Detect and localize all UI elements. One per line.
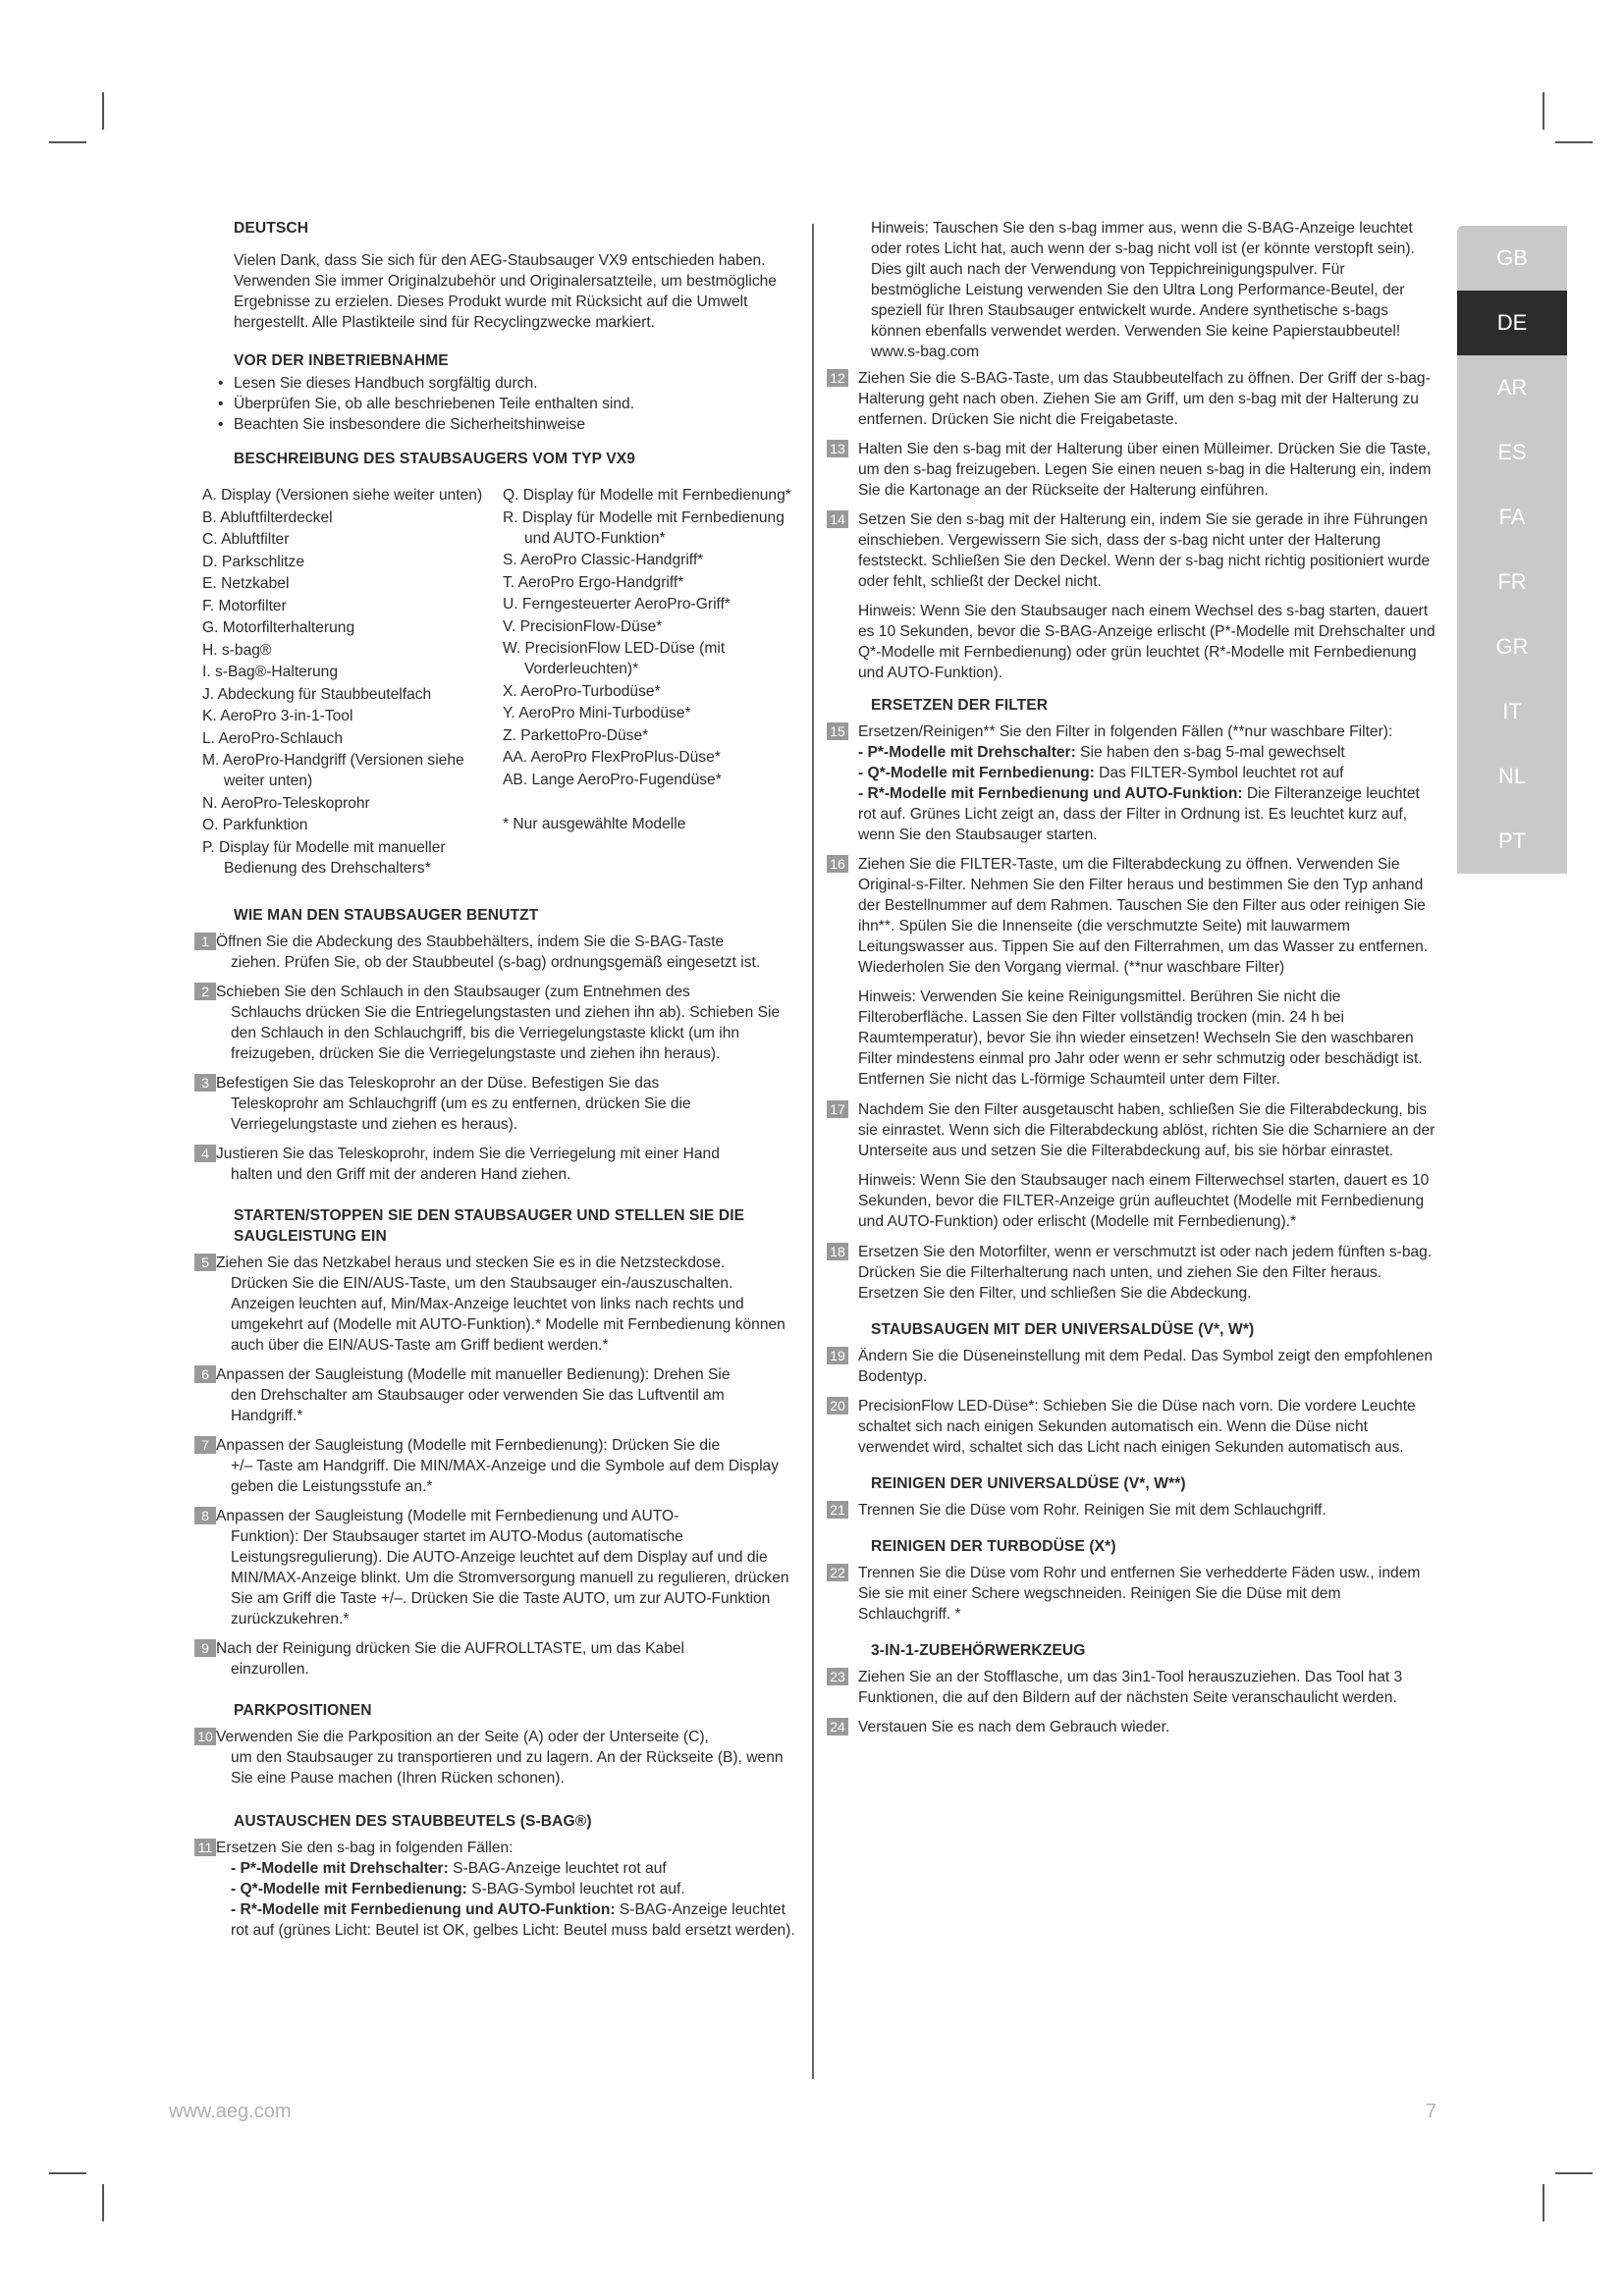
step-24 [827,1717,1435,1737]
step-2 [202,982,797,1064]
right-sections [827,1319,1435,1737]
part-item: W. PrecisionFlow LED-Düse (mit Vorderleuchten)* [503,640,726,677]
step-text: Trennen Sie die Düse vom Rohr. Reinigen Sie mit dem Schlauchgriff. [858,1502,1326,1519]
step-body [216,932,797,973]
page-number: 7 [1426,2101,1437,2122]
crop-mark [1543,92,1544,130]
step-14 [827,509,1435,592]
sbag-note: Hinweis: Tauschen Sie den s-bag immer aus, wenn die S-BAG-Anzeige leuchtet oder rotes Licht hat, auch wenn der s-bag nicht voll ist (er könnte verstopft sein). Dies gilt auch nach der Verwendung von Teppichreinigungspulver. Für bestmögliche Leistung verwenden Sie den Ultra Long Performance-Beutel, der speziell für Ihren Staubsauger entwickelt wurde. Andere synthetische s-bags können ebenfalls verwendet werden. Verwenden Sie keine Papierstaubbeutel! www.s-bag.com [871,220,1415,360]
step-text: Ersetzen/Reinigen** Sie den Filter in folgenden Fällen (**nur waschbare Filter): [858,723,1393,740]
part-item: C. Abluftfilter [202,531,290,548]
step-body [216,1364,797,1426]
part-item: S. AeroPro Classic-Handgriff* [503,552,704,568]
filter-heading: ERSETZEN DER FILTER [871,697,1049,714]
step-22 [827,1563,1435,1625]
sbag-steps [827,368,1435,592]
part-item: H. s-bag® [202,641,272,659]
before-use-list [216,373,797,435]
step-text: Verwenden Sie die Parkposition an der Seite (A) oder der Unterseite (C), [216,1729,709,1745]
section-heading: WIE MAN DEN STAUBSAUGER BENUTZT [234,907,539,924]
tab-fa[interactable]: FA [1457,485,1567,550]
step-number: 8 [194,1507,216,1524]
step-body [216,1073,797,1135]
part-item: M. AeroPro-Handgriff (Versionen siehe weiter unten) [202,752,464,789]
step-number: 11 [194,1839,216,1856]
step-16 [827,854,1435,978]
step-text: um den Staubsauger zu transportieren und zu lagern. An der Rückseite (B), wenn Sie eine Pause machen (Ihren Rücken schonen). [231,1749,784,1787]
tab-de[interactable]: DE [1457,291,1567,355]
section-heading: REINIGEN DER UNIVERSALDÜSE (V*, W**) [871,1475,1186,1492]
tab-gb[interactable]: GB [1457,226,1567,291]
part-item: E. Netzkabel [202,575,290,592]
crop-mark [1555,141,1593,143]
tab-it[interactable]: IT [1457,679,1567,744]
step-3 [202,1073,797,1135]
crop-mark [102,92,104,130]
step-number: 3 [194,1074,216,1092]
step-text: Funktion): Der Staubsauger startet im AUTO-Modus (automatische Leistungsregulierung). Die AUTO-Anzeige leuchtet auf dem Display auf und die MIN/MAX-Anzeige blinkt. Um die Stromversorgung manuell zu regulieren, drücken Sie am Griff die Taste +/–. Drücken Sie die Taste AUTO, um zur AUTO-Funktion zurückzukehren.* [231,1528,789,1628]
step-text: Öffnen Sie die Abdeckung des Staubbehälters, indem Sie die S-BAG-Taste [216,934,725,950]
part-item: T. AeroPro Ergo-Handgriff* [503,573,684,591]
step-5 [202,1253,797,1356]
tab-fr[interactable]: FR [1457,550,1567,614]
model-text: S-BAG-Anzeige leuchtet rot auf (grünes Licht: Beutel ist OK, gelbes Licht: Beutel muss bald ersetzt werden). [231,1901,795,1939]
section-heading: STARTEN/STOPPEN SIE DEN STAUBSAUGER UND STELLEN SIE DIE SAUGLEISTUNG EIN [234,1207,745,1245]
step-number: 21 [827,1501,848,1519]
step-1 [202,932,797,973]
bullet-item: • Lesen Sie dieses Handbuch sorgfältig durch. [216,373,797,394]
step-number: 10 [194,1728,216,1745]
note-16: Hinweis: Verwenden Sie keine Reinigungsmittel. Berühren Sie nicht die Filteroberfläche. Lassen Sie den Filter vollständig trocken (min. 24 h bei Raumtemperatur), bevor Sie ihn wieder einsetzen! Wechseln Sie den waschbaren Filter mindestens einmal pro Jahr oder wenn er sehr schmutzig oder beschädigt ist. Entfernen Sie nicht das L-förmige Schaumteil unter dem Filter. [858,988,1423,1088]
step-number: 17 [827,1100,848,1118]
part-item: U. Ferngesteuerter AeroPro-Griff* [503,596,731,613]
step-text: Drücken Sie die EIN/AUS-Taste, um den Staubsauger ein-/auszuschalten. Anzeigen leuchten auf, Min/Max-Anzeige leuchtet von links nach rechts und umgekehrt auf (Modelle mit AUTO-Funktion).* Modelle mit Fernbedienung können auch über die EIN/AUS-Taste am Griff bedient werden.* [231,1275,785,1354]
part-item: X. AeroPro-Turbodüse* [503,682,661,700]
tab-es[interactable]: ES [1457,420,1567,485]
footer-url[interactable]: www.aeg.com [169,2101,292,2122]
crop-mark [1555,2172,1593,2174]
model-text: S-BAG-Symbol leuchtet rot auf. [466,1881,685,1897]
step-13 [827,439,1435,501]
step-19 [827,1346,1435,1387]
part-item: O. Parkfunktion [202,817,308,833]
step-body [216,1144,797,1185]
step-number: 13 [827,440,848,457]
section-heading: PARKPOSITIONEN [234,1702,372,1719]
step-text: +/– Taste am Handgriff. Die MIN/MAX-Anzeige und die Symbole auf dem Display geben die Leistungsstufe an.* [231,1458,780,1495]
step-15 [827,721,1435,845]
step-18 [827,1242,1435,1304]
model-label: - P*-Modelle mit Drehschalter: [231,1860,449,1877]
step-6 [202,1364,797,1426]
step-text: Nachdem Sie den Filter ausgetauscht haben, schließen Sie die Filterabdeckung, bis sie einrastet. Wenn sich die Filterabdeckung ablöst, richten Sie die Scharniere an der Unterseite aus und setzen Sie die Filterabdeckung auf, bis sie hörbar einrastet. [858,1101,1435,1159]
step-11 [197,1838,797,1941]
model-text: Sie haben den s-bag 5-mal gewechselt [1075,744,1345,761]
step-text: Schlauchs drücken Sie die Entriegelungstasten und ziehen ihn ab). Schieben Sie den Schlauch in den Schlauchgriff, bis die Verriegelungstaste klickt (um ihn freizugeben, drücken Sie die Verriegelungstaste und ziehen ihn heraus). [231,1004,781,1062]
step-number: 15 [827,722,848,740]
step-number: 9 [194,1639,216,1657]
step-number: 14 [827,510,848,528]
step-body [216,1727,797,1789]
part-item: R. Display für Modelle mit Fernbedienung und AUTO-Funktion* [503,508,785,547]
part-item: A. Display (Versionen siehe weiter unten) [202,487,483,504]
tab-ar[interactable]: AR [1457,355,1567,420]
part-item: K. AeroPro 3-in-1-Tool [202,708,353,724]
step-text: Ersetzen Sie den Motorfilter, wenn er verschmutzt ist oder nach jedem fünften s-bag. Drücken Sie die Filterhalterung nach unten, und ziehen Sie den Filter heraus. Ersetzen Sie den Filter, und schließen Sie die Abdeckung. [858,1244,1433,1302]
right-column [827,218,1435,1746]
left-column [197,218,797,1949]
bullet-item: • Beachten Sie insbesondere die Sicherheitshinweise [216,414,797,435]
language-tabs [1457,226,1567,874]
step-10 [197,1727,797,1789]
section-heading: 3-IN-1-ZUBEHÖRWERKZEUG [871,1642,1086,1659]
step-number: 23 [827,1668,848,1685]
step-body [216,1253,797,1356]
part-item: AB. Lange AeroPro-Fugendüse* [503,771,722,788]
step-body [216,982,797,1064]
section-heading: REINIGEN DER TURBODÜSE (X*) [871,1538,1116,1555]
step-text: Befestigen Sie das Teleskoprohr an der Düse. Befestigen Sie das [216,1075,660,1092]
step-text: Verstauen Sie es nach dem Gebrauch wieder. [858,1719,1170,1735]
step-number: 18 [827,1243,848,1260]
step-number: 12 [827,369,848,387]
step-21 [827,1500,1435,1521]
crop-mark [49,141,86,143]
tab-pt[interactable]: PT [1457,809,1567,874]
note-17: Hinweis: Wenn Sie den Staubsauger nach einem Filterwechsel starten, dauert es 10 Sekunden, bevor die FILTER-Anzeige grün aufleuchtet (Modelle mit Fernbedienung und AUTO-Funktion) oder erlischt (Modelle mit Fernbedienung).* [858,1172,1430,1230]
step-7 [202,1435,797,1497]
step-number: 20 [827,1397,848,1415]
step-text: Anpassen der Saugleistung (Modelle mit manueller Bedienung): Drehen Sie [216,1366,731,1383]
tab-gr[interactable]: GR [1457,614,1567,679]
parts-list-left [202,485,497,880]
step-text: ziehen. Prüfen Sie, ob der Staubbeutel (s-bag) ordnungsgemäß eingesetzt ist. [231,954,761,971]
left-sections [197,905,797,1807]
step-number: 4 [194,1145,216,1162]
step-9 [202,1638,797,1680]
part-item: D. Parkschlitze [202,553,304,570]
step-text: Ziehen Sie die S-BAG-Taste, um das Staubbeutelfach zu öffnen. Der Griff der s-bag-Halterung geht nach oben. Ziehen Sie am Griff, um den s-bag mit der Halterung zu entfernen. Drücken Sie nicht die Freigabetaste. [858,370,1431,428]
model-label: - Q*-Modelle mit Fernbedienung: [858,765,1095,781]
part-item: L. AeroPro-Schlauch [202,729,344,747]
tab-nl[interactable]: NL [1457,744,1567,809]
part-item: * Nur ausgewählte Modelle [503,815,686,832]
step-text: einzurollen. [231,1661,309,1678]
step-text: halten und den Griff mit der anderen Hand ziehen. [231,1166,571,1183]
step-23 [827,1667,1435,1708]
step-text: Nach der Reinigung drücken Sie die AUFROLLTASTE, um das Kabel [216,1640,685,1657]
column-divider [812,224,814,2079]
step-20 [827,1396,1435,1458]
part-item: V. PrecisionFlow-Düse* [503,617,663,635]
model-text: Die Filteranzeige leuchtet rot auf. Grünes Licht zeigt an, dass der Filter in Ordnung ist. Es leuchtet kurz auf, wenn Sie den Staubsauger starten. [858,785,1420,843]
step-number: 5 [194,1254,216,1271]
part-item: J. Abdeckung für Staubbeutelfach [202,685,432,703]
bullet-item: • Überprüfen Sie, ob alle beschriebenen Teile enthalten sind. [216,394,797,414]
language-heading: DEUTSCH [234,220,309,237]
model-label: - Q*-Modelle mit Fernbedienung: [231,1881,467,1897]
note-14: Hinweis: Wenn Sie den Staubsauger nach einem Wechsel des s-bag starten, dauert es 10 Sekunden, bevor die S-BAG-Anzeige erlischt (P*-Modelle mit Drehschalter und Q*-Modelle mit Fernbedienung) oder grün leuchtet (R*-Modelle mit Fernbedienung und AUTO-Funktion). [858,603,1435,681]
crop-mark [1543,2184,1544,2221]
step-body [216,1435,797,1497]
parts-list [202,485,797,880]
model-label: - P*-Modelle mit Drehschalter: [858,744,1076,761]
part-item: P. Display für Modelle mit manueller Bedienung des Drehschalters* [202,838,446,877]
step-text: PrecisionFlow LED-Düse*: Schieben Sie die Düse nach vorn. Die vordere Leuchte schaltet sich nach einigen Sekunden automatisch ein. Wenn die Düse nicht verwendet wird, schaltet sich das Licht nach einigen Sekunden automatisch aus. [858,1398,1416,1456]
step-body [216,1506,797,1629]
intro-paragraph: Vielen Dank, dass Sie sich für den AEG-Staubsauger VX9 entschieden haben. Verwenden Sie immer Originalzubehör und Originalersatzteile, um bestmögliche Ergebnisse zu erzielen. Dieses Produkt wurde mit Rücksicht auf die Umwelt hergestellt. Alle Plastikteile sind für Recyclingzwecke markiert. [234,252,777,331]
step-text: Ziehen Sie das Netzkabel heraus und stecken Sie es in die Netzsteckdose. [216,1255,726,1271]
step-text: Trennen Sie die Düse vom Rohr und entfernen Sie verhedderte Fäden usw., indem Sie sie mit einer Schere wegschneiden. Reinigen Sie die Düse mit dem Schlauchgriff. * [858,1565,1421,1623]
step-4 [202,1144,797,1185]
step-text: Ziehen Sie die FILTER-Taste, um die Filterabdeckung zu öffnen. Verwenden Sie Original-s-Filter. Nehmen Sie den Filter heraus und bestimmen Sie den Typ anhand der Bestellnummer auf dem Rahmen. Tauschen Sie den Filter aus oder reinigen Sie ihn**. Spülen Sie die Innenseite (die verschmutzte Seite) mit lauwarmem Leitungswasser aus. Tippen Sie auf den Filterrahmen, um das Wasser zu entfernen. Wiederholen Sie den Vorgang viermal. (**nur waschbare Filter) [858,856,1429,976]
crop-mark [102,2184,104,2221]
part-item: Y. AeroPro Mini-Turbodüse* [503,705,691,721]
before-use-heading: VOR DER INBETRIEBNAHME [234,352,449,369]
description-heading: BESCHREIBUNG DES STAUBSAUGERS VOM TYP VX9 [234,451,636,467]
model-text: Das FILTER-Symbol leuchtet rot auf [1094,765,1344,781]
step-text: Setzen Sie den s-bag mit der Halterung ein, indem Sie sie gerade in ihre Führungen einschieben. Vergewissern Sie sich, dass der s-bag nicht unter der Halterung feststeckt. Schließen Sie den Deckel. Wenn der s-bag nicht richtig positioniert wurde oder fehlt, schließt der Deckel nicht. [858,511,1431,590]
step-text: Ersetzen Sie den s-bag in folgenden Fällen: [216,1840,514,1856]
step-text: Anpassen der Saugleistung (Modelle mit Fernbedienung und AUTO- [216,1508,679,1524]
step-text: Ziehen Sie an der Stofflasche, um das 3in1-Tool herauszuziehen. Das Tool hat 3 Funktionen, die auf den Bildern auf der nächsten Seite veranschaulicht werden. [858,1669,1403,1706]
step-number: 1 [194,933,216,950]
step-number: 19 [827,1347,848,1364]
part-item: G. Motorfilterhalterung [202,619,355,636]
part-item: I. s-Bag®-Halterung [202,664,339,680]
step-text: Halten Sie den s-bag mit der Halterung über einen Mülleimer. Drücken Sie die Taste, um den s-bag freizugeben. Legen Sie einen neuen s-bag in die Halterung ein, indem Sie die Kartonage an der Rückseite der Halterung einführen. [858,441,1432,499]
step-text: Anpassen der Saugleistung (Modelle mit Fernbedienung): Drücken Sie die [216,1437,721,1454]
part-item: Q. Display für Modelle mit Fernbedienung* [503,487,791,504]
step-body [216,1638,797,1680]
part-item: Z. ParkettoPro-Düse* [503,726,649,744]
model-label: - R*-Modelle mit Fernbedienung und AUTO-Funktion: [231,1901,616,1918]
part-item: N. AeroPro-Teleskoprohr [202,794,370,812]
step-17 [827,1099,1435,1161]
part-item: B. Abluftfilterdeckel [202,508,333,526]
step-text: Schieben Sie den Schlauch in den Staubsauger (zum Entnehmen des [216,984,690,1000]
step-number: 6 [194,1365,216,1383]
step-number: 16 [827,855,848,873]
part-item: AA. AeroPro FlexProPlus-Düse* [503,749,721,766]
step-text: Ändern Sie die Düseneinstellung mit dem Pedal. Das Symbol zeigt den empfohlenen Bodentyp. [858,1348,1434,1385]
part-item: F. Motorfilter [202,597,287,614]
sbag-heading: AUSTAUSCHEN DES STAUBBEUTELS (S-BAG®) [234,1813,592,1830]
step-number: 7 [194,1436,216,1454]
section-heading: STAUBSAUGEN MIT DER UNIVERSALDÜSE (V*, W*) [871,1321,1255,1338]
model-text: S-BAG-Anzeige leuchtet rot auf [448,1860,667,1877]
crop-mark [49,2172,86,2174]
step-text: Justieren Sie das Teleskoprohr, indem Sie die Verriegelung mit einer Hand [216,1146,720,1162]
part-item [503,791,797,812]
step-8 [202,1506,797,1629]
step-number: 24 [827,1718,848,1735]
step-12 [827,368,1435,430]
step-number: 22 [827,1564,848,1581]
model-label: - R*-Modelle mit Fernbedienung und AUTO-Funktion: [858,785,1243,802]
parts-list-right [497,485,797,880]
step-text: Teleskoprohr am Schlauchgriff (um es zu entfernen, drücken Sie die Verriegelungstaste und ziehen es heraus). [231,1095,691,1133]
step-text: den Drehschalter am Staubsauger oder verwenden Sie das Luftventil am Handgriff.* [231,1387,725,1424]
step-number: 2 [194,983,216,1000]
